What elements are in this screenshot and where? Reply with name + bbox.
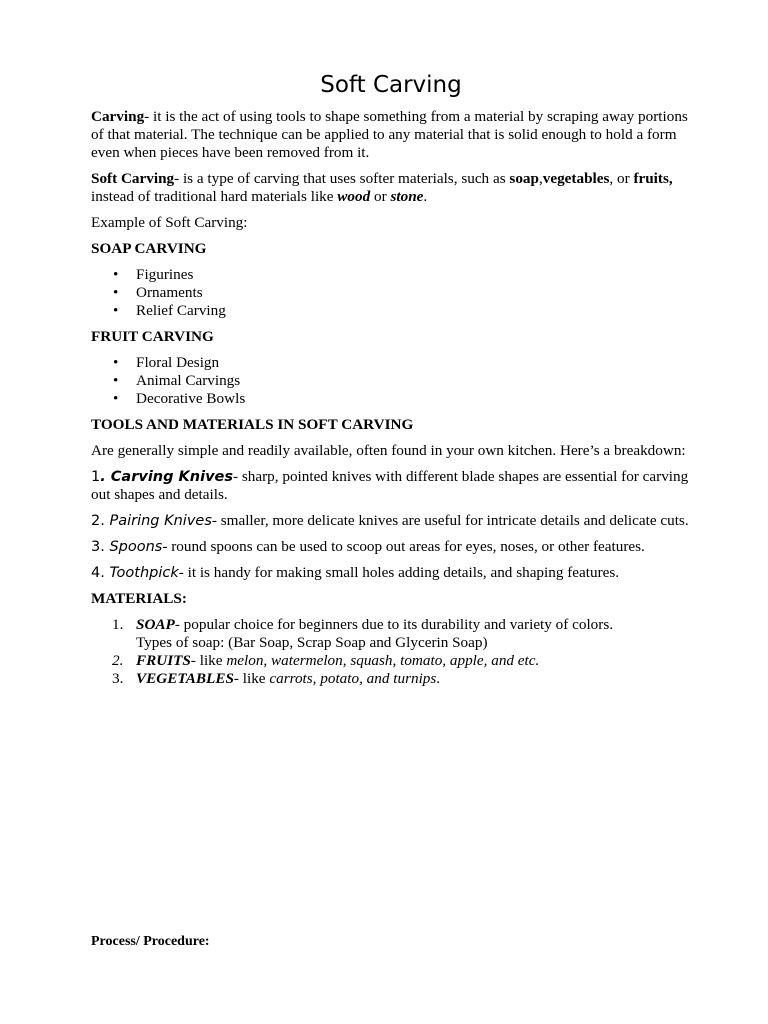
tool-item (91, 468, 691, 504)
tool-description: - it is handy for making small holes adding details, and shaping features. (178, 564, 620, 581)
soap-carving-list (91, 266, 691, 320)
tools-heading: TOOLS AND MATERIALS IN SOFT CARVING (91, 416, 414, 433)
separator: , or (609, 170, 634, 187)
soft-carving-text: instead of traditional hard materials like (91, 188, 338, 205)
tool-number: 1 (91, 469, 101, 485)
material-examples: carrots, potato, and turnips (269, 670, 437, 687)
page-title: Soft Carving (320, 72, 462, 98)
list-item (112, 670, 691, 688)
tool-name: Toothpick (104, 565, 179, 581)
material-name: FRUITS (136, 652, 191, 669)
soft-carving-text: - is a type of carving that uses softer materials, such as (174, 170, 510, 187)
separator: or (370, 188, 391, 205)
materials-heading: MATERIALS: (91, 590, 187, 607)
soap-carving-heading: SOAP CARVING (91, 240, 207, 257)
period: . (423, 188, 428, 205)
material-description: - like (190, 652, 227, 669)
list-item: • Floral Design (136, 354, 691, 372)
fruit-carving-heading: FRUIT CARVING (91, 328, 214, 345)
tool-description: - round spoons can be used to scoop out areas for eyes, noses, or other features. (162, 538, 645, 555)
separator: , (538, 170, 543, 187)
list-item: • Figurines (136, 266, 691, 284)
tool-item (91, 564, 691, 582)
item-number: 3. (112, 670, 124, 687)
material-description: - like (233, 670, 270, 687)
tool-name: . Carving Knives (100, 469, 233, 485)
tool-description: - smaller, more delicate knives are useful for intricate details and delicate cuts. (211, 512, 689, 529)
list-item (112, 616, 691, 652)
fruit-carving-list (91, 354, 691, 408)
material-name: VEGETABLES (136, 670, 234, 687)
tools-intro: Are generally simple and readily available, often found in your own kitchen. Here’s a breakdown: (91, 442, 686, 459)
document-page (91, 70, 691, 696)
fruits-term: fruits, (633, 170, 673, 187)
carving-term: Carving (91, 108, 145, 125)
carving-definition-text: - it is the act of using tools to shape something from a material by scraping away portions of that material. The technique can be applied to any material that is solid enough to hold a form even when pieces have been removed from it. (91, 108, 688, 161)
example-label: Example of Soft Carving: (91, 214, 248, 231)
tool-number: 4. (91, 565, 105, 581)
item-number: 1. (112, 616, 124, 633)
carving-definition (91, 108, 691, 162)
stone-term: stone (390, 188, 424, 205)
soap-term: soap (509, 170, 539, 187)
material-subtext: Types of soap: (Bar Soap, Scrap Soap and Glycerin Soap) (136, 634, 488, 651)
period: . (436, 670, 441, 687)
tool-item (91, 512, 691, 530)
list-item: • Animal Carvings (136, 372, 691, 390)
tool-description: - sharp, pointed knives with different blade shapes are essential for carving out shapes and details. (91, 468, 689, 503)
list-item: • Relief Carving (136, 302, 691, 320)
materials-list (91, 616, 691, 688)
soft-carving-term: Soft Carving (91, 170, 175, 187)
wood-term: wood (337, 188, 371, 205)
tool-name: Pairing Knives (104, 513, 212, 529)
material-examples: melon, watermelon, squash, tomato, apple, and etc. (226, 652, 540, 669)
item-number: 2. (112, 652, 124, 669)
tool-number: 2. (91, 513, 105, 529)
material-description: - popular choice for beginners due to its durability and variety of colors. (174, 616, 614, 633)
list-item (112, 652, 691, 670)
material-name: SOAP (136, 616, 175, 633)
list-item: • Ornaments (136, 284, 691, 302)
list-item: • Decorative Bowls (136, 390, 691, 408)
soft-carving-definition (91, 170, 691, 206)
tool-name: Spoons (104, 539, 163, 555)
vegetables-term: vegetables (542, 170, 610, 187)
tool-item (91, 538, 691, 556)
process-heading: Process/ Procedure: (91, 934, 210, 949)
tool-number: 3. (91, 539, 105, 555)
